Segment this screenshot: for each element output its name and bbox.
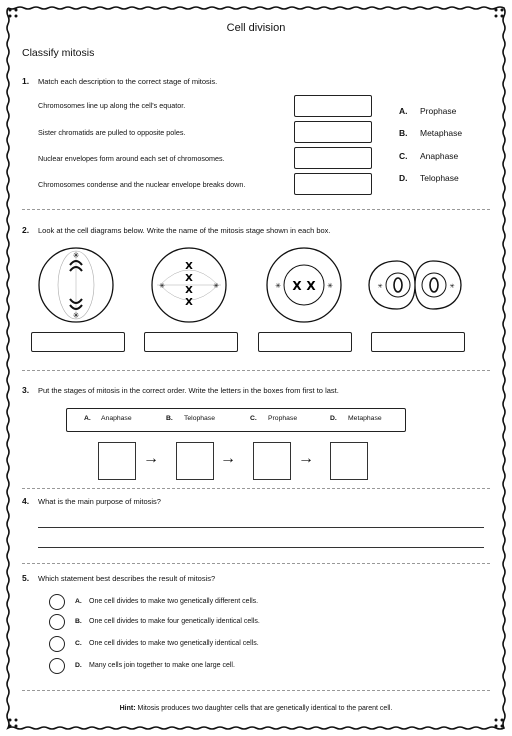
svg-text:X: X	[185, 273, 193, 284]
q1-description: Chromosomes line up along the cell's equator.	[38, 101, 186, 110]
svg-text:✳: ✳	[327, 282, 333, 290]
order-box-4[interactable]	[330, 442, 368, 480]
svg-text:X: X	[185, 261, 193, 272]
corner-dots-top-right	[495, 9, 504, 18]
page-subtitle: Classify mitosis	[22, 47, 95, 59]
q5-number: 5.	[22, 573, 30, 583]
q5-choice-text: One cell divides to make four genetically identical cells.	[89, 618, 260, 625]
q4-prompt: What is the main purpose of mitosis?	[38, 497, 161, 506]
cell-diagrams	[0, 245, 512, 330]
q3-prompt: Put the stages of mitosis in the correct order. Write the letters in the boxes from first to last.	[38, 386, 339, 395]
q1-option-letter: A.	[399, 106, 408, 116]
q5-choice-letter: B.	[75, 618, 82, 625]
page-title: Cell division	[226, 22, 286, 34]
right-arrow-icon: →	[143, 450, 159, 467]
q5-radio-b[interactable]	[49, 614, 65, 630]
bank-letter: B.	[166, 415, 173, 422]
right-arrow-icon: →	[220, 450, 236, 467]
section-divider	[22, 690, 490, 691]
q2-answer-box[interactable]	[31, 332, 125, 352]
svg-text:✳: ✳	[213, 282, 219, 290]
answer-line[interactable]	[38, 547, 484, 548]
svg-text:✳: ✳	[72, 311, 80, 320]
svg-text:✳: ✳	[275, 282, 281, 290]
q1-option-text: Telophase	[420, 173, 459, 183]
bank-text: Telophase	[184, 415, 215, 422]
right-arrow-icon: →	[298, 450, 314, 467]
order-box-3[interactable]	[253, 442, 291, 480]
svg-text:X: X	[185, 285, 193, 296]
q5-choice-letter: A.	[75, 598, 82, 605]
section-divider	[22, 370, 490, 371]
q5-choice-text: One cell divides to make two genetically identical cells.	[89, 640, 259, 647]
q2-answer-box[interactable]	[371, 332, 465, 352]
q2-number: 2.	[22, 225, 30, 235]
q1-prompt: Match each description to the correct stage of mitosis.	[38, 77, 218, 86]
q4-number: 4.	[22, 496, 30, 506]
q2-prompt: Look at the cell diagrams below. Write the name of the mitosis stage shown in each box.	[38, 226, 331, 235]
order-box-1[interactable]	[98, 442, 136, 480]
svg-text:X: X	[306, 279, 316, 293]
q1-option-text: Prophase	[420, 106, 457, 116]
q5-prompt: Which statement best describes the result of mitosis?	[38, 574, 216, 583]
q1-description: Sister chromatids are pulled to opposite poles.	[38, 128, 186, 137]
svg-text:✳: ✳	[159, 282, 165, 290]
q5-radio-d[interactable]	[49, 658, 65, 674]
q5-radio-c[interactable]	[49, 636, 65, 652]
q3-number: 3.	[22, 385, 30, 395]
q1-answer-box[interactable]	[294, 121, 372, 143]
svg-text:✳: ✳	[72, 251, 80, 260]
q2-answer-box[interactable]	[258, 332, 352, 352]
q1-answer-box[interactable]	[294, 147, 372, 169]
prophase-cell-diagram	[267, 248, 341, 322]
q5-choice-text: One cell divides to make two genetically different cells.	[89, 598, 259, 605]
q2-answer-box[interactable]	[144, 332, 238, 352]
svg-text:X: X	[185, 297, 193, 308]
svg-text:✳: ✳	[377, 283, 383, 290]
q5-choice-text: Many cells join together to make one large cell.	[89, 662, 235, 669]
q5-radio-a[interactable]	[49, 594, 65, 610]
q5-choice-letter: D.	[75, 662, 82, 669]
q1-option-letter: C.	[399, 151, 408, 161]
q5-choice-letter: C.	[75, 640, 82, 647]
anaphase-cell-diagram	[39, 248, 113, 322]
bank-text: Metaphase	[348, 415, 382, 422]
corner-dots-bottom-left	[9, 719, 18, 728]
bank-letter: D.	[330, 415, 337, 422]
svg-text:✳: ✳	[449, 283, 455, 290]
section-divider	[22, 209, 490, 210]
order-box-2[interactable]	[176, 442, 214, 480]
q1-description: Chromosomes condense and the nuclear envelope breaks down.	[38, 180, 246, 189]
metaphase-cell-diagram	[152, 248, 226, 322]
q1-answer-box[interactable]	[294, 173, 372, 195]
q1-answer-box[interactable]	[294, 95, 372, 117]
q1-option-letter: B.	[399, 128, 408, 138]
q1-option-text: Metaphase	[420, 128, 463, 138]
svg-text:X: X	[292, 279, 302, 293]
bank-text: Prophase	[268, 415, 298, 422]
q1-number: 1.	[22, 76, 30, 86]
hint-text	[0, 705, 512, 712]
bank-text: Anaphase	[101, 415, 132, 422]
q1-option-letter: D.	[399, 173, 408, 183]
bank-letter: C.	[250, 415, 257, 422]
hint-body: Mitosis produces two daughter cells that are genetically identical to the parent cell.	[135, 705, 393, 712]
bank-letter: A.	[84, 415, 91, 422]
answer-line[interactable]	[38, 527, 484, 528]
section-divider	[22, 488, 490, 489]
corner-dots-bottom-right	[495, 719, 504, 728]
hint-label: Hint:	[119, 705, 136, 712]
q1-option-text: Anaphase	[420, 151, 459, 161]
corner-dots-top-left	[9, 9, 18, 18]
telophase-cell-diagram	[369, 261, 461, 309]
section-divider	[22, 563, 490, 564]
q1-description: Nuclear envelopes form around each set of chromosomes.	[38, 154, 225, 163]
